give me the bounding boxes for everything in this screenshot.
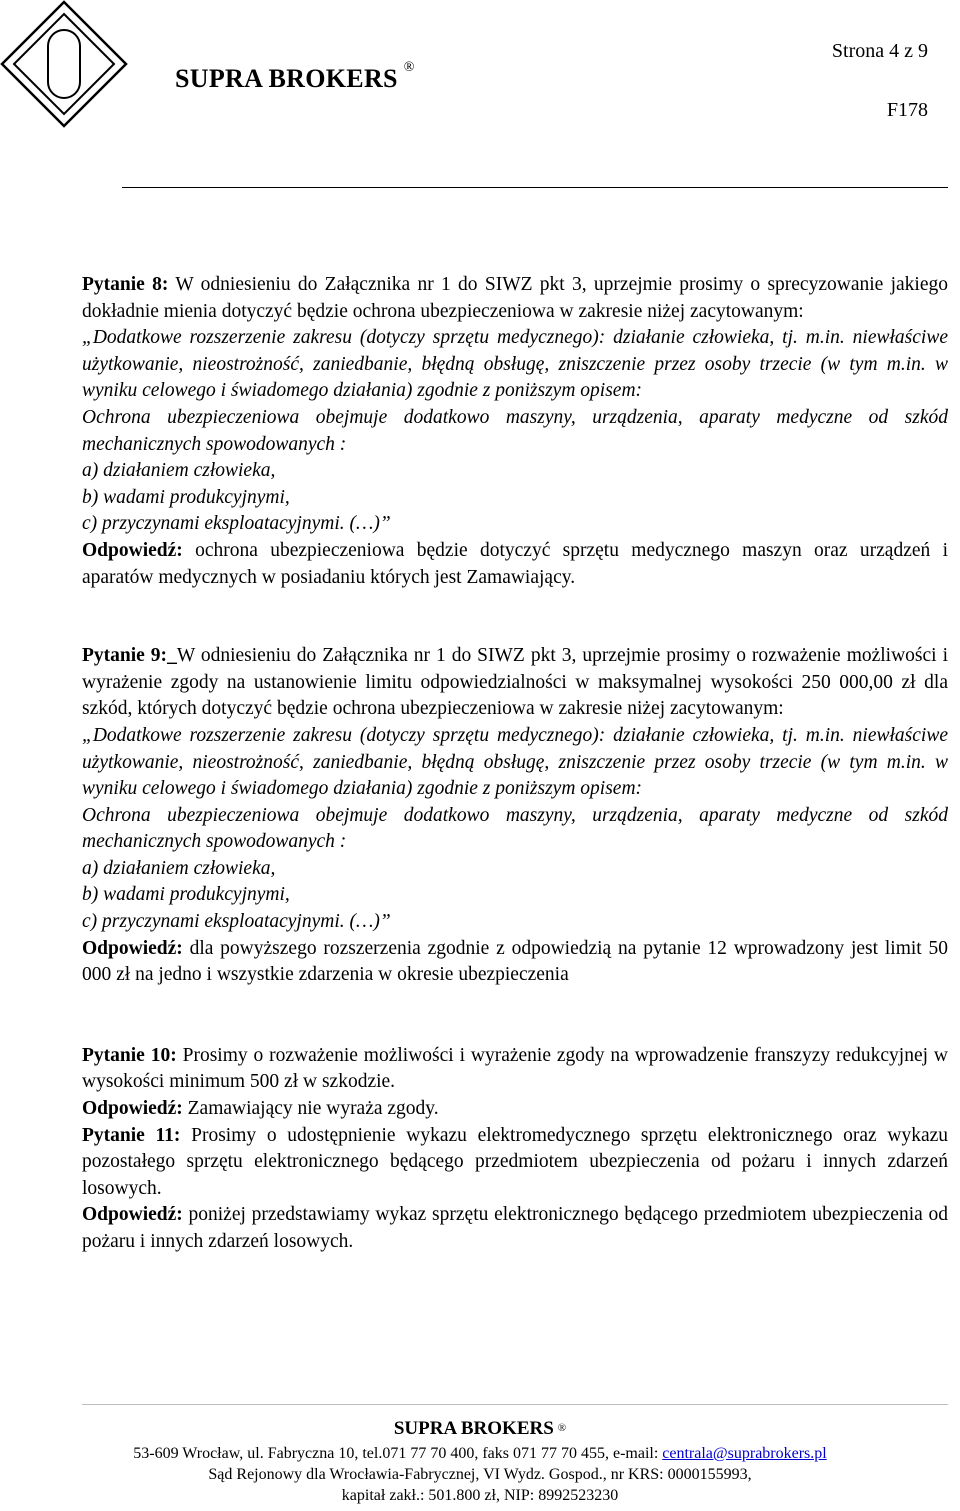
answer-9-label: Odpowiedź: [82,937,183,959]
answer-8 [82,538,948,591]
document-body [82,272,948,1256]
answer-8-text: ochrona ubezpieczeniowa będzie dotyczyć sprzętu medycznego maszyn oraz urządzeń i aparatów medycznych w posiadaniu których jest Zamawiający. [82,539,948,588]
page-number: Strona 4 z 9 [831,40,928,62]
answer-11-text: poniżej przedstawiamy wykaz sprzętu elektronicznego będącego przedmiotem ubezpieczenia od pożaru i innych zdarzeń losowych. [82,1204,948,1252]
question-9-item-c: c) przyczynami eksploatacyjnymi. (…)” [82,911,391,933]
question-9-label: Pytanie 9: [82,645,168,667]
question-10-text: Prosimy o rozważenie możliwości i wyrażenie zgody na wprowadzenie franszyzy redukcyjnej w wysokości minimum 500 zł w szkodzie. [82,1044,949,1093]
company-logo-icon [0,0,128,128]
section-gap [82,989,948,1043]
question-8-item-c: c) przyczynami eksploatacyjnymi. (…)” [82,513,391,535]
answer-9-text: dla powyższego rozszerzenia zgodnie z odpowiedzią na pytanie 12 wprowadzony jest limit 50 000 zł na jedno i wszystkie zdarzenia w okresie ubezpieczenia [82,937,948,986]
footer-court: Sąd Rejonowy dla Wrocławia-Fabrycznej, VI Wydz. Gospod., nr KRS: 0000155993, [208,1466,752,1483]
answer-9 [82,936,948,989]
question-8-quote-2: Ochrona ubezpieczeniowa obejmuje dodatkowo maszyny, urządzenia, aparaty medyczne od szkód mechanicznych spowodowanych : [82,406,948,455]
header-divider [122,187,948,188]
question-11 [82,1123,948,1203]
question-8 [82,272,948,325]
question-8-item-a: a) działaniem człowieka, [82,460,276,482]
answer-11 [82,1202,948,1255]
registered-mark: ® [403,60,415,75]
footer-registered-mark: ® [557,1422,567,1434]
footer [0,1418,960,1506]
form-code: F178 [886,99,928,121]
answer-11-label: Odpowiedź: [82,1204,183,1226]
question-8-quote-1: „Dodatkowe rozszerzenie zakresu (dotyczy sprzętu medycznego): działanie człowieka, tj. m.in. niewłaściwe użytkowanie, nieostrożność, zaniedbanie, błędną obsługę, zniszczenie przez osoby trzecie (w tym m.in. w wyniku celowego i świadomego działania) zgodnie z poniższym opisem: [82,327,948,402]
footer-brand [0,1418,960,1439]
footer-brand-name: SUPRA BROKERS [393,1418,554,1439]
question-8-label: Pytanie 8: [82,274,169,295]
question-9 [82,643,948,723]
question-9-text: W odniesieniu do Załącznika nr 1 do SIWZ pkt 3, uprzejmie prosimy o rozważenie możliwości i wyrażenie zgody na ustanowienie limitu odpowiedzialności w maksymalnej wysokości 250 000,00 zł dla szkód, których dotyczyć będzie ochrona ubezpieczeniowa w zakresie niżej zacytowanym: [82,645,948,720]
question-9-underscore: _ [167,645,177,667]
question-11-text: Prosimy o udostępnienie wykazu elektromedycznego sprzętu elektronicznego oraz wykazu pozostałego sprzętu elektronicznego będącego przedmiotem ubezpieczenia od pożaru i innych zdarzeń losowych. [82,1124,948,1199]
question-8-text: W odniesieniu do Załącznika nr 1 do SIWZ pkt 3, uprzejmie prosimy o sprecyzowanie jakiego dokładnie mienia dotyczyć będzie ochrona ubezpieczeniowa w zakresie niżej zacytowanym: [82,274,948,322]
footer-address-line [0,1443,960,1464]
footer-email-link[interactable]: centrala@suprabrokers.pl [662,1445,827,1462]
question-10-label: Pytanie 10: [82,1044,177,1066]
question-11-label: Pytanie 11: [82,1124,181,1146]
footer-address: 53-609 Wrocław, ul. Fabryczna 10, tel.071 77 70 400, faks 071 77 70 455, e-mail: [133,1445,663,1462]
question-9-item-a: a) działaniem człowieka, [82,857,276,879]
answer-10-label: Odpowiedź: [82,1098,183,1120]
footer-divider [82,1404,948,1405]
question-9-quote-2: Ochrona ubezpieczeniowa obejmuje dodatkowo maszyny, urządzenia, aparaty medyczne od szkód mechanicznych spowodowanych : [82,804,948,853]
answer-10-text: Zamawiający nie wyraża zgody. [182,1098,439,1120]
section-gap [82,591,948,643]
question-9-item-b: b) wadami produkcyjnymi, [82,884,290,906]
header-brand [175,60,415,94]
header-brand-name: SUPRA BROKERS [175,64,398,93]
footer-capital: kapitał zakł.: 501.800 zł, NIP: 8992523230 [341,1487,619,1504]
question-9-quote-1: „Dodatkowe rozszerzenie zakresu (dotyczy sprzętu medycznego): działanie człowieka, tj. m.in. niewłaściwe użytkowanie, nieostrożność, zaniedbanie, błędną obsługę, zniszczenie przez osoby trzecie (w tym m.in. w wyniku celowego i świadomego działania) zgodnie z poniższym opisem: [82,724,948,800]
question-8-item-b: b) wadami produkcyjnymi, [82,486,290,508]
answer-10 [82,1096,948,1123]
question-10 [82,1043,948,1096]
answer-8-label: Odpowiedź: [82,539,183,561]
